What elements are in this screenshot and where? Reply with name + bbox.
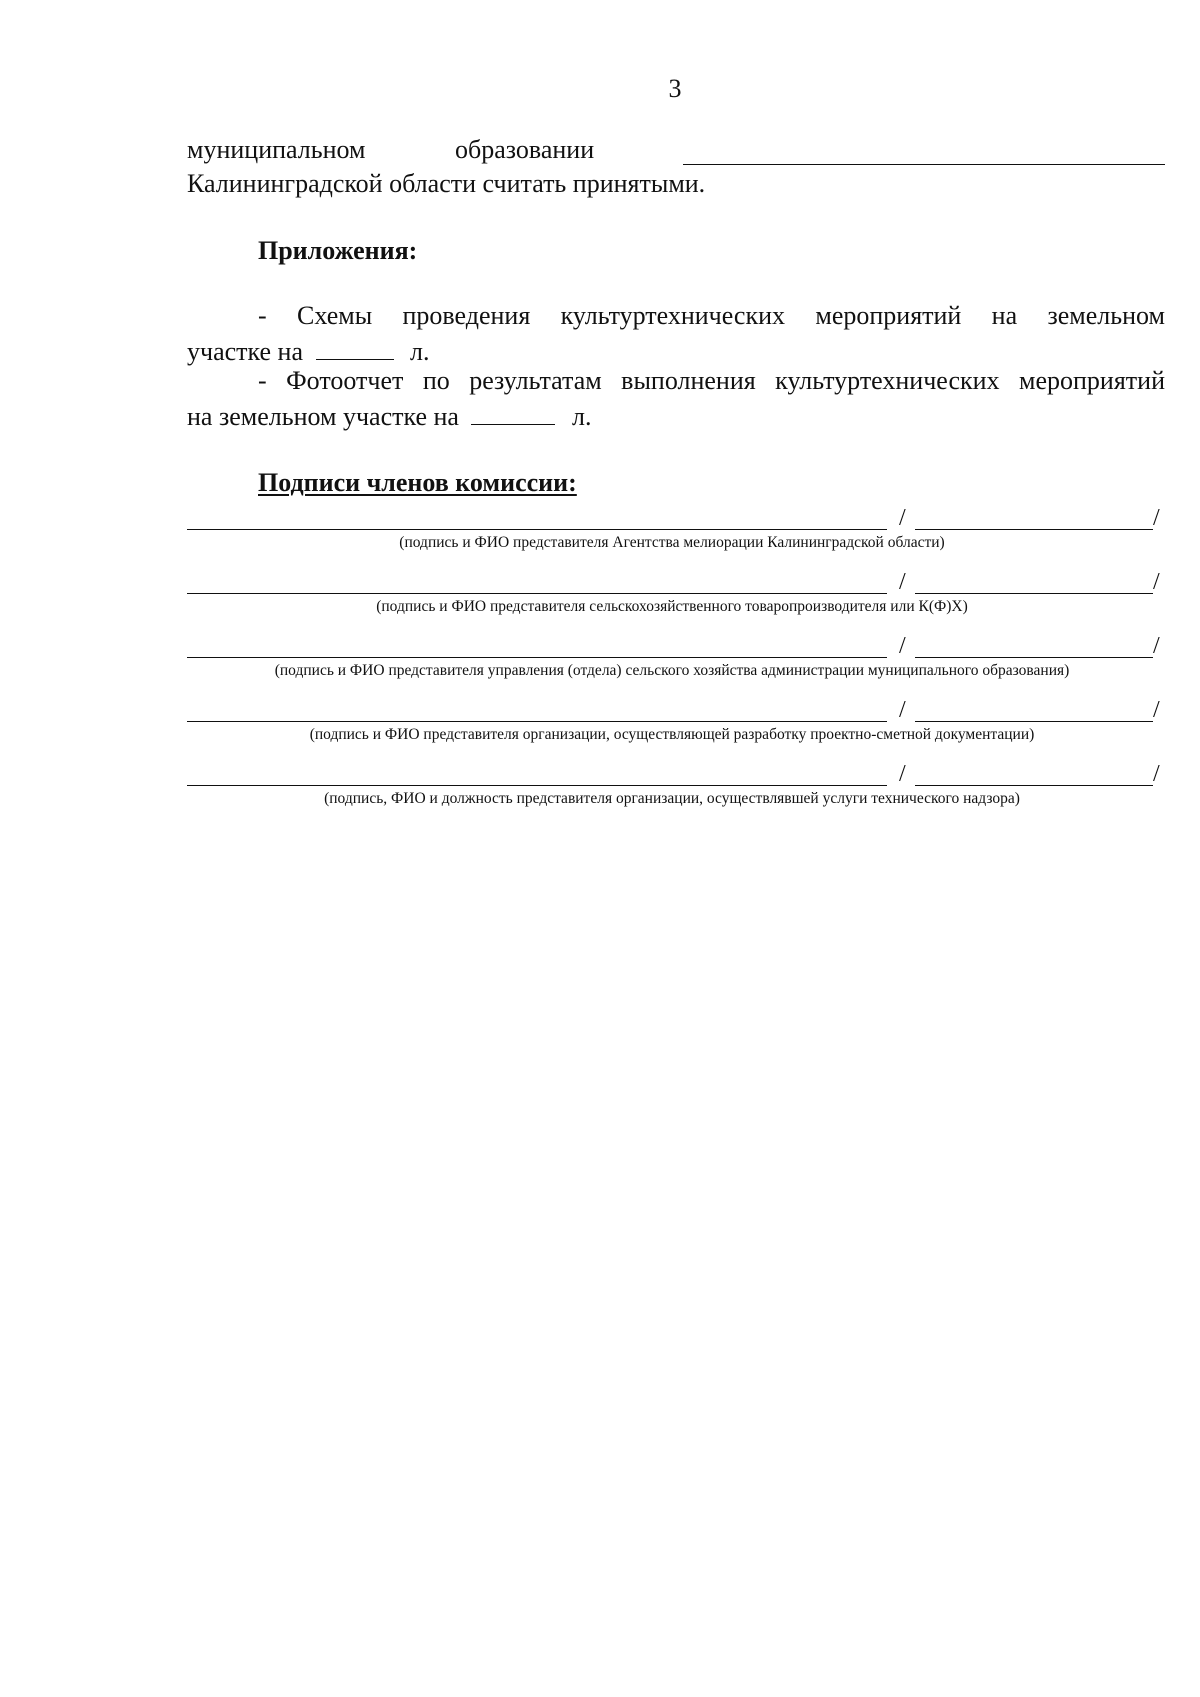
slash-separator: / [1153, 697, 1160, 723]
appendices-heading: Приложения: [258, 236, 418, 265]
appendix-item-2-prefix: на земельном участке на [187, 402, 459, 431]
signature-blank [187, 785, 887, 786]
signature-caption-4: (подпись и ФИО представителя организации, осуществляющей разработку проектно-сметной документации) [309, 726, 1035, 743]
slash-separator: / [899, 505, 906, 531]
intro-second-line: Калининградской области считать принятыми. [187, 169, 706, 198]
slash-separator: / [899, 569, 906, 595]
slash-separator: / [1153, 569, 1160, 595]
appendix-item-2-line-1: - Фотоотчет по результатам выполнения культуртехнических мероприятий [258, 366, 1165, 395]
signature-line-4 [187, 690, 1160, 723]
signature-line-2 [187, 562, 1160, 595]
appendix-item-2-suffix: л. [571, 402, 592, 431]
slash-separator: / [1153, 505, 1160, 531]
appendix-item-1-suffix: л. [410, 337, 430, 366]
signature-caption-2: (подпись и ФИО представителя сельскохозяйственного товаропроизводителя или К(Ф)Х) [376, 598, 968, 615]
appendix-item-1-line-2 [187, 335, 429, 367]
signature-line-3 [187, 626, 1160, 659]
appendix-item-1-line-1: - Схемы проведения культуртехнических мероприятий на земельном [258, 301, 1165, 330]
signatures-heading: Подписи членов комиссии: [258, 468, 577, 497]
appendix-item-2-pages-blank [471, 400, 555, 425]
intro-word-formation: образовании [455, 135, 595, 164]
page-number: 3 [668, 74, 682, 103]
appendix-item-2-line-2 [187, 400, 591, 432]
slash-separator: / [899, 761, 906, 787]
name-blank [915, 529, 1153, 530]
signature-line-1 [187, 498, 1160, 531]
signature-blank [187, 529, 887, 530]
signature-blank [187, 721, 887, 722]
appendix-item-1-pages-blank [316, 335, 394, 360]
slash-separator: / [899, 633, 906, 659]
appendix-item-1-prefix: участке на [187, 337, 303, 366]
slash-separator: / [1153, 761, 1160, 787]
name-blank [915, 785, 1153, 786]
signature-blank [187, 593, 887, 594]
signature-caption-5: (подпись, ФИО и должность представителя организации, осуществлявшей услуги технического надзора) [324, 790, 1020, 807]
name-blank [915, 593, 1153, 594]
name-blank [915, 721, 1153, 722]
slash-separator: / [899, 697, 906, 723]
signature-caption-3: (подпись и ФИО представителя управления (отдела) сельского хозяйства администрации муниципального образования) [274, 662, 1070, 679]
signature-blank [187, 657, 887, 658]
slash-separator: / [1153, 633, 1160, 659]
intro-word-municipal: муниципальном [187, 135, 366, 164]
name-blank [915, 657, 1153, 658]
signature-line-5 [187, 754, 1160, 787]
municipality-name-blank [683, 164, 1165, 165]
signature-caption-1: (подпись и ФИО представителя Агентства мелиорации Калининградской области) [399, 534, 945, 551]
